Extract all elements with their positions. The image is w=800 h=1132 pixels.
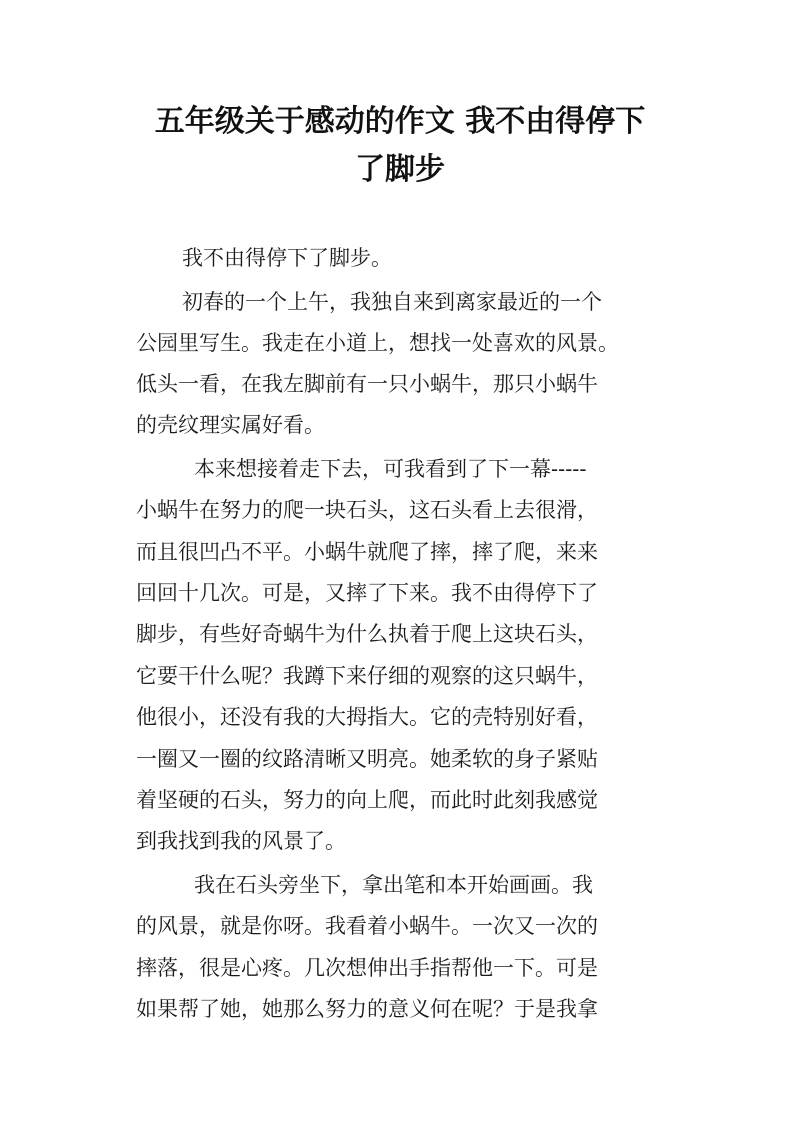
body-line: 我在石头旁坐下，拿出笔和本开始画画。我 xyxy=(194,873,593,897)
body-line: 如果帮了她，她那么努力的意义何在呢？于是我拿 xyxy=(136,997,598,1021)
body-line: 公园里写生。我走在小道上，想找一处喜欢的风景。 xyxy=(136,331,619,355)
body-line: 低头一看，在我左脚前有一只小蜗牛，那只小蜗牛 xyxy=(136,372,598,396)
body-line: 它要干什么呢？我蹲下来仔细的观察的这只蜗牛， xyxy=(136,664,598,688)
body-line: 的壳纹理实属好看。 xyxy=(136,413,325,437)
body-line: 本来想接着走下去，可我看到了下一幕----- xyxy=(194,457,587,481)
body-line: 而且很凹凸不平。小蜗牛就爬了摔，摔了爬，来来 xyxy=(136,540,598,564)
body-line: 我不由得停下了脚步。 xyxy=(182,246,392,270)
title-line-1: 五年级关于感动的作文 我不由得停下 xyxy=(154,104,646,139)
body-line: 一圈又一圈的纹路清晰又明亮。她柔软的身子紧贴 xyxy=(136,747,598,771)
body-line: 的风景，就是你呀。我看着小蜗牛。一次又一次的 xyxy=(136,914,598,938)
body-line: 摔落，很是心疼。几次想伸出手指帮他一下。可是 xyxy=(136,956,598,980)
body-line: 回回十几次。可是，又摔了下来。我不由得停下了 xyxy=(136,581,598,605)
body-line: 脚步，有些好奇蜗牛为什么执着于爬上这块石头， xyxy=(136,622,598,646)
body-line: 到我找到我的风景了。 xyxy=(136,829,346,853)
document-title xyxy=(100,98,700,194)
body-line: 初春的一个上午，我独自来到离家最近的一个 xyxy=(182,290,602,314)
title-line-2: 了脚步 xyxy=(355,152,445,187)
body-line: 小蜗牛在努力的爬一块石头，这石头看上去很滑， xyxy=(136,498,598,522)
body-line: 他很小，还没有我的大拇指大。它的壳特别好看， xyxy=(136,705,598,729)
body-line: 着坚硬的石头，努力的向上爬，而此时此刻我感觉 xyxy=(136,788,598,812)
